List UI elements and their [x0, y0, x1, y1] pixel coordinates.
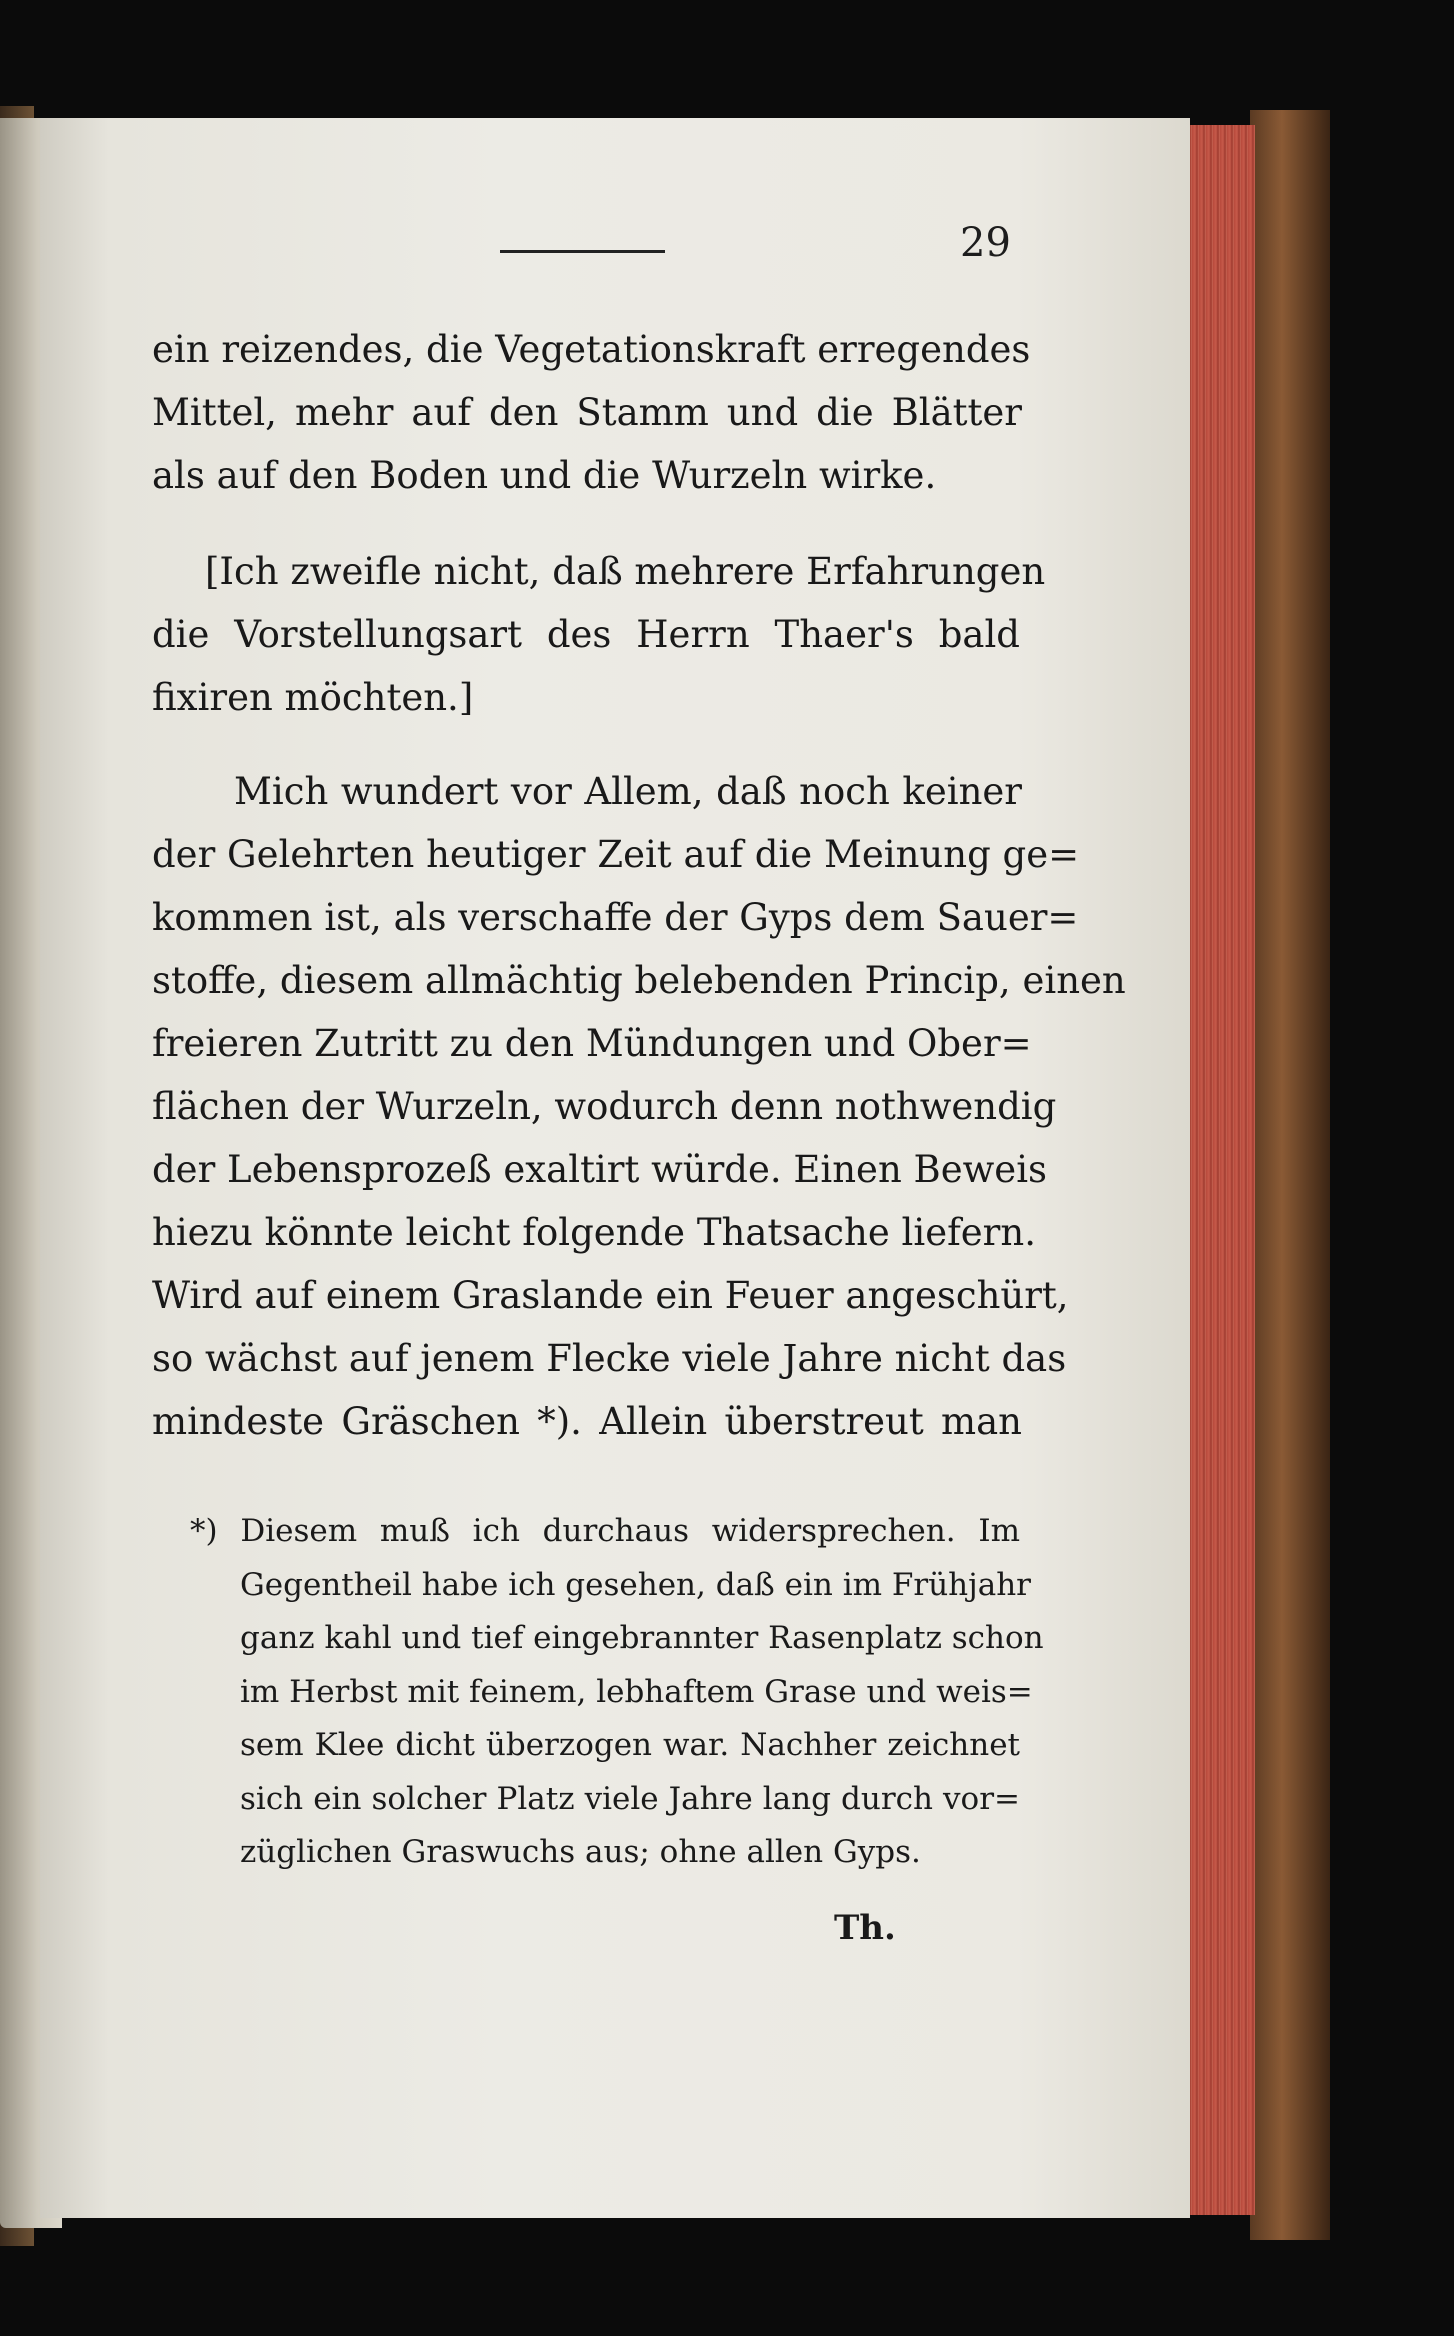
text-line: Mich wundert vor Allem, daß noch keiner — [234, 770, 1022, 813]
paragraph-2-bracketed-note — [152, 540, 1046, 729]
footnote-line: *) Diesem muß ich durchaus widersprechen. Im — [190, 1513, 1020, 1549]
footnote-line: sem Klee dicht überzogen war. Nachher zeichnet — [240, 1727, 1020, 1763]
text-line: der Lebensprozeß exaltirt würde. Einen Beweis — [152, 1148, 1048, 1191]
text-line: der Gelehrten heutiger Zeit auf die Meinung ge= — [152, 833, 1080, 876]
footnote-line: züglichen Graswuchs aus; ohne allen Gyps. — [240, 1834, 921, 1870]
text-line: so wächst auf jenem Flecke viele Jahre nicht das — [152, 1337, 1067, 1380]
text-line: die Vorstellungsart des Herrn Thaer's bald — [152, 613, 1020, 656]
red-page-edges — [1185, 125, 1255, 2215]
footnote-line: im Herbst mit feinem, lebhaftem Grase und weis= — [240, 1673, 1033, 1710]
footnote-line: Gegentheil habe ich gesehen, daß ein im Frühjahr — [240, 1566, 1031, 1603]
footnote-line: ganz kahl und tief eingebrannter Rasenplatz schon — [240, 1620, 1044, 1656]
book-back-cover — [1250, 110, 1330, 2240]
text-line: Wird auf einem Graslande ein Feuer angeschürt, — [152, 1274, 1069, 1317]
text-line: flächen der Wurzeln, wodurch denn nothwendig — [152, 1085, 1057, 1128]
text-line: [Ich zweifle nicht, daß mehrere Erfahrungen — [205, 550, 1046, 593]
text-line: kommen ist, als verschaffe der Gyps dem Sauer= — [152, 896, 1079, 939]
footnote-line: sich ein solcher Platz viele Jahre lang durch vor= — [240, 1780, 1020, 1817]
footnote-signature: Th. — [834, 1908, 896, 1948]
text-line: freieren Zutritt zu den Mündungen und Ober= — [152, 1022, 1032, 1065]
text-line: fixiren möchten.] — [152, 676, 474, 719]
footnote — [190, 1505, 1044, 1880]
header-rule — [500, 250, 665, 253]
paragraph-1 — [152, 318, 1031, 507]
text-line: hiezu könnte leicht folgende Thatsache liefern. — [152, 1211, 1036, 1254]
paragraph-3 — [152, 760, 1126, 1453]
text-line: Mittel, mehr auf den Stamm und die Blätter — [152, 391, 1022, 434]
text-line: stoffe, diesem allmächtig belebenden Princip, einen — [152, 959, 1126, 1002]
text-line: ein reizendes, die Vegetationskraft erregendes — [152, 328, 1031, 371]
page-number: 29 — [960, 220, 1011, 266]
text-line: mindeste Gräschen *). Allein überstreut man — [152, 1400, 1022, 1443]
text-line: als auf den Boden und die Wurzeln wirke. — [152, 454, 937, 497]
